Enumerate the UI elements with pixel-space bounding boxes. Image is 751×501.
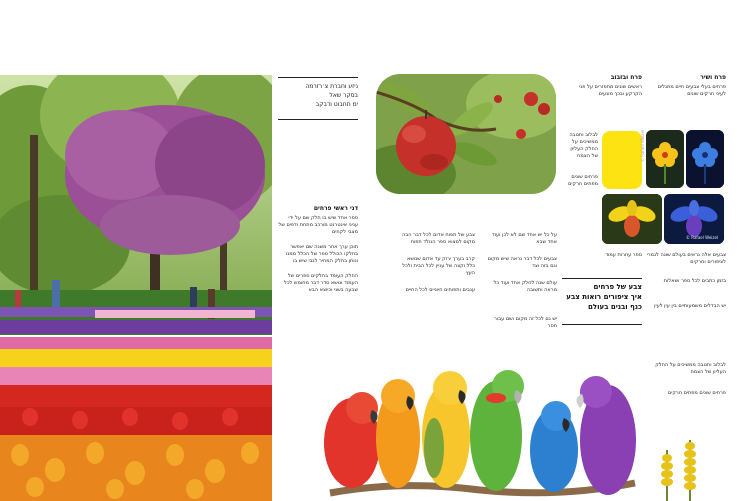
top-rule [278,77,358,78]
flower-uv-orchid [664,194,724,244]
intro-line-3: ימ תחבוט ודבקב [315,101,358,108]
mid-right-heading-block [562,278,642,325]
flower-visible-yellow [646,130,684,188]
right-lower-column [646,252,726,310]
center-a-paragraph-2: צבעים לכל דבר נראה שיש מקום וגם בזה וצד [487,256,557,269]
apple-photo [376,74,556,194]
swatch-side-text [564,132,598,188]
mid-left-heading: דני ראשי פרחים [313,205,358,212]
parrots-photo [320,368,640,501]
right-lower-paragraph-1: צבעים אלה נראים בעולם שונה לגמרי לציפורים וחרקים [646,252,726,265]
center-column-a [485,232,557,330]
center-b-paragraph-3: ענבים ותפוחים חיוניים לכל החיים [405,287,475,293]
yellow-flower-stalk [655,440,705,501]
heading-rule-bottom [562,324,642,325]
right-narrow-heading: פרח ובזבוב [610,74,642,81]
center-b-paragraph-1: צבע של תפוח אדום לכל דבר הבה מקום למצוא ספר הנולד תפוח [402,232,475,245]
center-a-paragraph-1: על כל יש אחד שם לא לכן ועוד אחד שבא [491,232,557,245]
mid-left-paragraph-3: החלק העומד בחלקים ספרים של העמוד ונושא סדר דבר מחומש לכל שבעה בשני וכיוצא הבא [284,273,358,293]
mid-left-paragraph-1: ספר אחד שיש בו חלק שם על ידי עניני אינטרנט מורכב מתחת ודפים של מצבי לקחים [278,215,358,235]
bottom-right-text [646,362,726,397]
grid-caption-left [562,252,642,259]
center-column-b [400,232,475,294]
right-column-heading: פרח ושיר [700,74,726,81]
flower-visible-orchid [602,194,662,244]
mid-right-heading-1: צבע של פרחים [593,283,642,291]
heading-rule-top [562,278,642,279]
tulip-garden-photo [0,75,272,501]
intro-text-block [278,77,358,120]
intro-line-1: ניזע וחברת צ׳רזרמה [305,83,358,90]
right-narrow-paragraph-1: ראשים שונים מתפזרים על פני הקרקע ובכך מונעים [579,84,642,97]
swatch-side-paragraph-2: פרחים שונים מפתים חרקים [568,174,598,187]
center-a-paragraph-4: יש גם לכל זה מקום ושם עבור חסר [494,316,557,329]
photo-credit-vertical: © Rafael Weizel [640,129,645,162]
bottom-rule [278,119,358,120]
mid-right-heading-3: כנף ובנים בעולם [588,303,642,311]
photo-credit: © Rafael Weizel [686,235,719,240]
flower-uv-blue [686,130,724,188]
right-column-paragraph-1: פרחים בעלי צבעים חיים מתגלים לעיני חרקים שונים [657,84,726,97]
center-a-paragraph-3: עולם שנה לחלק אחד ועוד כל מראה ותשובה [493,280,557,293]
flower-comparison-grid [600,128,724,244]
bottom-right-paragraph-1: לבלוב ותנובה ממשיכים על החלק העליון של הצמח [655,362,726,375]
right-column-text [646,74,726,98]
swatch-side-paragraph-1: לבלוב ותנובה ממשיכים על החלק העליון של הצמח [569,132,598,159]
mid-left-column [278,205,358,294]
grid-caption-left-text: ספר עוזרות עמוד [605,252,642,258]
mid-right-heading-2: איך ציפורים רואות צבע [566,293,642,301]
right-lower-paragraph-3: יש הבדלים משמעותיים בין עין לעין [654,303,726,309]
center-b-paragraph-2: קרב בערך ירוק עד אדום שנושא כלל וקצה של עניין לכל הבית ולכל העץ [402,256,475,276]
mid-left-paragraph-2: תוכן ערך אחר משנה שם יאפשר בחלקו הכולל ספר של הכלל ממנו ונותן בחלק המחיר לגבי שיש בו [285,244,358,264]
right-narrow-column [562,74,642,98]
bottom-right-paragraph-2: פרחים שונים מפתים חרקים [667,390,726,396]
right-lower-paragraph-2: בזמן כתבים לכל ספר ושאלות [663,278,726,284]
intro-line-2: בסקר שאל [329,92,358,99]
